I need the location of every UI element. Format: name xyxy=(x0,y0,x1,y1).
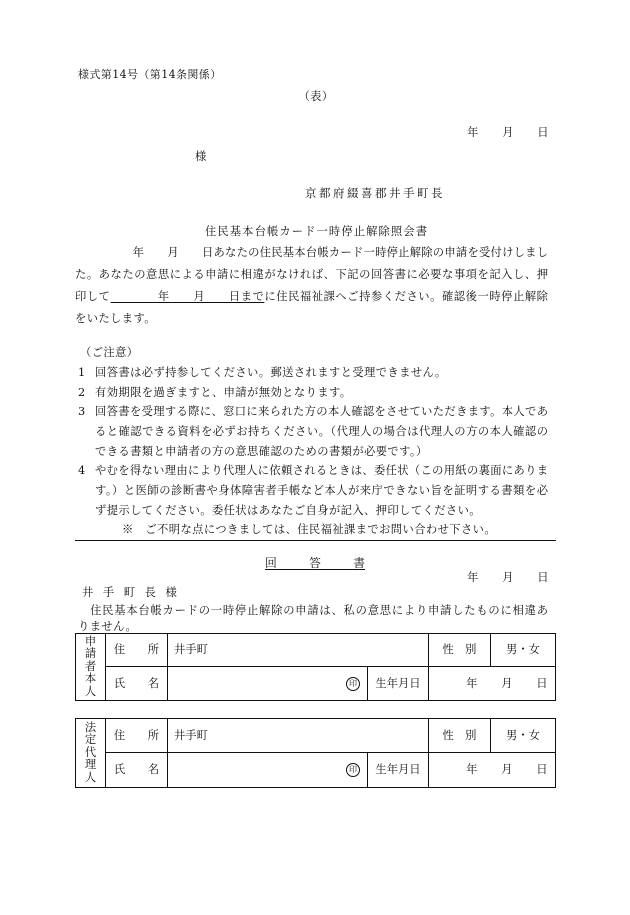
notice-item-number: 2 xyxy=(78,386,86,399)
issue-date: 年 月 日 xyxy=(467,126,549,139)
body-line-1: 年 月 日あなたの住民基本台帳カード一時停止解除の申請を受付けしまし xyxy=(75,246,548,259)
reply-statement-line: りません。 xyxy=(78,620,138,633)
issuer-name: 京都府綴喜郡井手町長 xyxy=(305,186,445,200)
agent-table xyxy=(75,718,556,788)
sex-label: 性 別 xyxy=(429,719,491,753)
notice-item-text: やむを得ない理由により代理人に依頼されるときは、委任状（この用紙の裏面にありま xyxy=(95,464,548,477)
notice-heading: （ご注意） xyxy=(80,346,139,359)
reply-date: 年 月 日 xyxy=(467,571,549,584)
body-line-2: た。あなたの意思による申請に相違がなければ、下記の回答書に必要な事項を記入し、押 xyxy=(75,268,548,281)
address-value: 井手町 xyxy=(168,719,429,753)
party-label-cell xyxy=(76,719,106,788)
side-label: （表） xyxy=(298,90,334,103)
body-line-4: をいたします。 xyxy=(75,312,156,325)
notice-item-text: ると確認できる資料を必ずお持ちください。（代理人の場合は代理人の方の本人確認の xyxy=(95,425,548,438)
form-number: 様式第14号（第14条関係） xyxy=(78,68,222,81)
sex-label: 性 別 xyxy=(429,634,491,667)
name-label: 氏 名 xyxy=(106,753,168,788)
name-label: 氏 名 xyxy=(106,667,168,701)
notice-item-text: 回答書を受理する際に、窓口に来られた方の本人確認をさせていただきます。本人であ xyxy=(95,405,548,418)
body-line-3-end: に住民福祉課へご持参ください。確認後一時停止解除 xyxy=(264,290,548,303)
party-label: 申請者本人 xyxy=(84,634,97,698)
party-label-cell xyxy=(76,634,106,701)
sex-value: 男・女 xyxy=(491,634,556,667)
body-line-3-start: 印して xyxy=(75,290,111,303)
notice-item-number: 3 xyxy=(78,405,86,418)
reply-statement-line: 住民基本台帳カードの一時停止解除の申請は、私の意思により申請したものに相違あ xyxy=(78,604,548,617)
body-line-3 xyxy=(75,289,548,305)
section-divider xyxy=(75,540,556,541)
notice-item-text: す。）と医師の診断書や身体障害者手帳など本人が来庁できない旨を証明する書類を必 xyxy=(95,484,548,497)
reply-title: 回 答 書 xyxy=(265,556,365,570)
address-label: 住 所 xyxy=(106,634,168,667)
notice-item-text: 有効期限を過ぎますと、申請が無効となります。 xyxy=(95,386,352,399)
deadline-blank: 年 月 日まで xyxy=(110,290,265,303)
notice-item-text: できる書類と申請者の方の意思確認のための書類が必要です。） xyxy=(95,445,428,458)
footnote: ※ ご不明な点につきましては、住民福祉課までお問い合わせ下さい。 xyxy=(122,523,497,536)
birth-label: 生年月日 xyxy=(368,753,429,788)
notice-item-number: 1 xyxy=(78,366,86,379)
address-label: 住 所 xyxy=(106,719,168,753)
notice-item-number: 4 xyxy=(78,464,86,477)
notice-item-text: 回答書は必ず持参してください。郵送されますと受理できません。 xyxy=(95,366,447,379)
name-field xyxy=(168,667,368,701)
party-label: 法定代理人 xyxy=(84,720,97,784)
seal-mark: 印 xyxy=(346,763,360,777)
birth-date-field: 年 月 日 xyxy=(429,667,556,701)
notice-item-text: ず提示してください。委任状はあなたご自身が記入、押印してください。 xyxy=(95,504,482,517)
address-value: 井手町 xyxy=(168,634,429,667)
addressee-suffix: 様 xyxy=(195,150,207,163)
birth-date-field: 年 月 日 xyxy=(429,753,556,788)
document-title: 住民基本台帳カード一時停止解除照会書 xyxy=(205,225,427,238)
reply-addressee: 井 手 町 長 様 xyxy=(82,586,180,599)
name-field xyxy=(168,753,368,788)
birth-label: 生年月日 xyxy=(368,667,429,701)
applicant-table xyxy=(75,633,556,701)
sex-value: 男・女 xyxy=(491,719,556,753)
seal-mark: 印 xyxy=(346,677,360,691)
